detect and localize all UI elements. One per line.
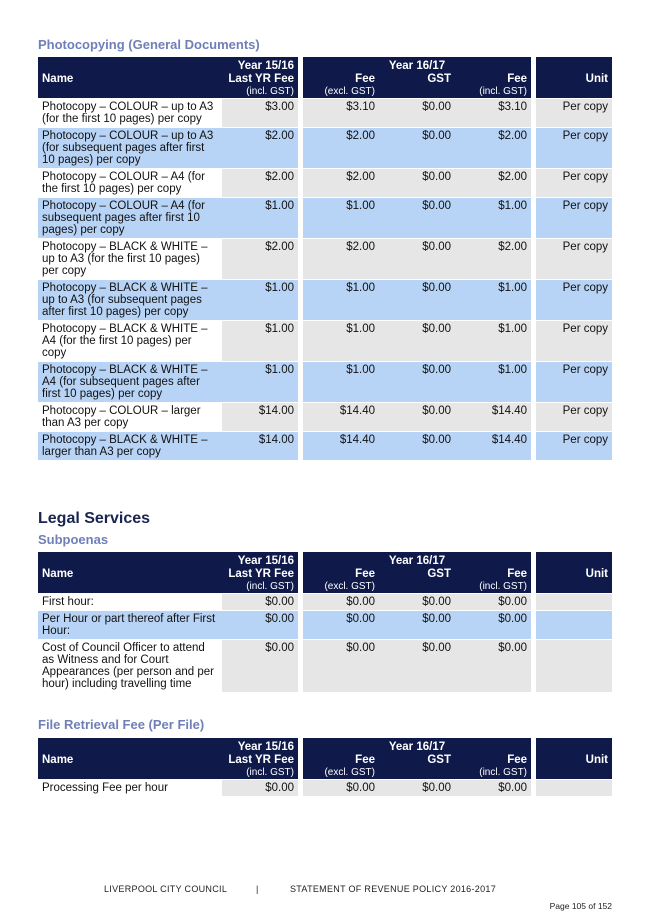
header-year-curr: Year 16/17 [303, 57, 531, 72]
header-unit-top [536, 552, 612, 567]
fee-unit: Per copy [536, 168, 612, 197]
gst-amount: $0.00 [379, 361, 455, 402]
fee-incl-gst: $2.00 [455, 127, 531, 168]
fee-unit [536, 779, 612, 796]
gst-amount: $0.00 [379, 402, 455, 431]
fee-excl-gst: $2.00 [303, 168, 379, 197]
header-incl-gst-prev: (incl. GST) [222, 766, 298, 779]
last-year-fee: $0.00 [222, 610, 298, 639]
header-year-prev: Year 15/16 [222, 57, 298, 72]
table-row [38, 320, 612, 361]
header-gst-bottom [379, 85, 455, 98]
fee-excl-gst: $2.00 [303, 238, 379, 279]
gst-amount: $0.00 [379, 197, 455, 238]
fee-incl-gst: $0.00 [455, 639, 531, 692]
header-name-top [38, 738, 222, 753]
fee-incl-gst: $0.00 [455, 779, 531, 796]
fee-unit: Per copy [536, 127, 612, 168]
header-gst-bottom [379, 766, 455, 779]
header-name-bottom [38, 580, 222, 593]
fee-excl-gst: $3.10 [303, 98, 379, 127]
header-gst: GST [379, 753, 455, 766]
header-fee: Fee [303, 567, 379, 580]
fee-unit: Per copy [536, 361, 612, 402]
header-incl-gst: (incl. GST) [455, 85, 531, 98]
table-row [38, 98, 612, 127]
photocopying-heading: Photocopying (General Documents) [38, 37, 260, 52]
last-year-fee: $0.00 [222, 779, 298, 796]
fee-excl-gst: $2.00 [303, 127, 379, 168]
header-name: Name [38, 567, 222, 580]
header-excl-gst: (excl. GST) [303, 580, 379, 593]
fee-incl-gst: $14.40 [455, 402, 531, 431]
header-name: Name [38, 72, 222, 85]
fee-excl-gst: $1.00 [303, 320, 379, 361]
last-year-fee: $2.00 [222, 127, 298, 168]
header-year-curr: Year 16/17 [303, 552, 531, 567]
footer-document-title: STATEMENT OF REVENUE POLICY 2016-2017 [290, 884, 497, 894]
footer-organisation: LIVERPOOL CITY COUNCIL [104, 884, 228, 894]
fee-item-name: Per Hour or part thereof after First Hour: [38, 610, 222, 639]
header-fee-incl: Fee [455, 567, 531, 580]
fee-excl-gst: $1.00 [303, 361, 379, 402]
header-year-prev: Year 15/16 [222, 552, 298, 567]
table-row [38, 238, 612, 279]
header-unit-top [536, 57, 612, 72]
header-excl-gst: (excl. GST) [303, 766, 379, 779]
fee-item-name: Photocopy – BLACK & WHITE – A4 (for the first 10 pages) per copy [38, 320, 222, 361]
table-row [38, 431, 612, 460]
table-row [38, 168, 612, 197]
table-row [38, 197, 612, 238]
fee-excl-gst: $0.00 [303, 639, 379, 692]
header-unit: Unit [536, 567, 612, 580]
file-retrieval-heading: File Retrieval Fee (Per File) [38, 717, 205, 732]
fee-unit: Per copy [536, 320, 612, 361]
gst-amount: $0.00 [379, 127, 455, 168]
header-last-yr-fee: Last YR Fee [222, 567, 298, 580]
header-name-bottom [38, 85, 222, 98]
fee-incl-gst: $1.00 [455, 320, 531, 361]
gst-amount: $0.00 [379, 779, 455, 796]
last-year-fee: $1.00 [222, 197, 298, 238]
gst-amount: $0.00 [379, 431, 455, 460]
header-year-prev: Year 15/16 [222, 738, 298, 753]
fee-excl-gst: $14.40 [303, 431, 379, 460]
photocopying-fee-table [38, 57, 612, 460]
fee-incl-gst: $0.00 [455, 610, 531, 639]
fee-item-name: Photocopy – COLOUR – up to A3 (for subsequent pages after first 10 pages) per copy [38, 127, 222, 168]
header-unit: Unit [536, 753, 612, 766]
fee-incl-gst: $2.00 [455, 168, 531, 197]
gst-amount: $0.00 [379, 639, 455, 692]
header-gst-bottom [379, 580, 455, 593]
gst-amount: $0.00 [379, 98, 455, 127]
last-year-fee: $14.00 [222, 431, 298, 460]
header-year-curr: Year 16/17 [303, 738, 531, 753]
fee-item-name: Photocopy – BLACK & WHITE – A4 (for subsequent pages after first 10 pages) per copy [38, 361, 222, 402]
fee-item-name: First hour: [38, 593, 222, 610]
header-incl-gst: (incl. GST) [455, 766, 531, 779]
subpoenas-heading: Subpoenas [38, 532, 109, 547]
header-fee-incl: Fee [455, 72, 531, 85]
fee-unit: Per copy [536, 431, 612, 460]
fee-item-name: Cost of Council Officer to attend as Witness and for Court Appearances (per person and per hour) including travelling time [38, 639, 222, 692]
last-year-fee: $2.00 [222, 168, 298, 197]
gst-amount: $0.00 [379, 320, 455, 361]
fee-incl-gst: $14.40 [455, 431, 531, 460]
last-year-fee: $3.00 [222, 98, 298, 127]
fee-excl-gst: $0.00 [303, 610, 379, 639]
fee-incl-gst: $1.00 [455, 197, 531, 238]
fee-incl-gst: $2.00 [455, 238, 531, 279]
last-year-fee: $14.00 [222, 402, 298, 431]
last-year-fee: $0.00 [222, 593, 298, 610]
last-year-fee: $1.00 [222, 320, 298, 361]
table-row [38, 279, 612, 320]
fee-incl-gst: $1.00 [455, 279, 531, 320]
gst-amount: $0.00 [379, 610, 455, 639]
last-year-fee: $1.00 [222, 279, 298, 320]
fee-item-name: Photocopy – BLACK & WHITE – up to A3 (for the first 10 pages) per copy [38, 238, 222, 279]
fee-item-name: Processing Fee per hour [38, 779, 222, 796]
fee-unit [536, 593, 612, 610]
header-fee: Fee [303, 753, 379, 766]
header-fee-incl: Fee [455, 753, 531, 766]
footer-separator: | [256, 884, 259, 894]
fee-item-name: Photocopy – COLOUR – up to A3 (for the first 10 pages) per copy [38, 98, 222, 127]
table-row [38, 593, 612, 610]
header-unit-top [536, 738, 612, 753]
fee-excl-gst: $0.00 [303, 779, 379, 796]
table-row [38, 402, 612, 431]
gst-amount: $0.00 [379, 279, 455, 320]
header-incl-gst: (incl. GST) [455, 580, 531, 593]
fee-unit [536, 610, 612, 639]
fee-item-name: Photocopy – BLACK & WHITE – larger than A3 per copy [38, 431, 222, 460]
header-name-bottom [38, 766, 222, 779]
fee-excl-gst: $1.00 [303, 279, 379, 320]
table-row [38, 361, 612, 402]
header-incl-gst-prev: (incl. GST) [222, 85, 298, 98]
header-unit: Unit [536, 72, 612, 85]
gst-amount: $0.00 [379, 593, 455, 610]
legal-services-heading: Legal Services [38, 510, 151, 527]
fee-item-name: Photocopy – COLOUR – larger than A3 per copy [38, 402, 222, 431]
header-name-top [38, 552, 222, 567]
fee-excl-gst: $14.40 [303, 402, 379, 431]
table-row [38, 639, 612, 692]
table-row [38, 610, 612, 639]
fee-incl-gst: $1.00 [455, 361, 531, 402]
header-gst: GST [379, 567, 455, 580]
gst-amount: $0.00 [379, 168, 455, 197]
header-unit-bottom [536, 766, 612, 779]
fee-item-name: Photocopy – COLOUR – A4 (for the first 10 pages) per copy [38, 168, 222, 197]
header-name: Name [38, 753, 222, 766]
fee-excl-gst: $1.00 [303, 197, 379, 238]
fee-excl-gst: $0.00 [303, 593, 379, 610]
header-excl-gst: (excl. GST) [303, 85, 379, 98]
subpoenas-fee-table [38, 552, 612, 692]
table-row [38, 127, 612, 168]
fee-incl-gst: $3.10 [455, 98, 531, 127]
page-number: Page 105 of 152 [549, 901, 612, 911]
fee-unit: Per copy [536, 238, 612, 279]
header-incl-gst-prev: (incl. GST) [222, 580, 298, 593]
header-last-yr-fee: Last YR Fee [222, 753, 298, 766]
table-row [38, 779, 612, 796]
last-year-fee: $2.00 [222, 238, 298, 279]
fee-unit: Per copy [536, 98, 612, 127]
last-year-fee: $1.00 [222, 361, 298, 402]
file-retrieval-fee-table [38, 738, 612, 796]
header-unit-bottom [536, 85, 612, 98]
header-unit-bottom [536, 580, 612, 593]
header-last-yr-fee: Last YR Fee [222, 72, 298, 85]
fee-unit: Per copy [536, 279, 612, 320]
gst-amount: $0.00 [379, 238, 455, 279]
last-year-fee: $0.00 [222, 639, 298, 692]
fee-unit: Per copy [536, 197, 612, 238]
header-gst: GST [379, 72, 455, 85]
header-name-top [38, 57, 222, 72]
fee-item-name: Photocopy – COLOUR – A4 (for subsequent pages after first 10 pages) per copy [38, 197, 222, 238]
fee-unit: Per copy [536, 402, 612, 431]
fee-item-name: Photocopy – BLACK & WHITE – up to A3 (for subsequent pages after first 10 pages) per copy [38, 279, 222, 320]
fee-unit [536, 639, 612, 692]
fee-incl-gst: $0.00 [455, 593, 531, 610]
header-fee: Fee [303, 72, 379, 85]
